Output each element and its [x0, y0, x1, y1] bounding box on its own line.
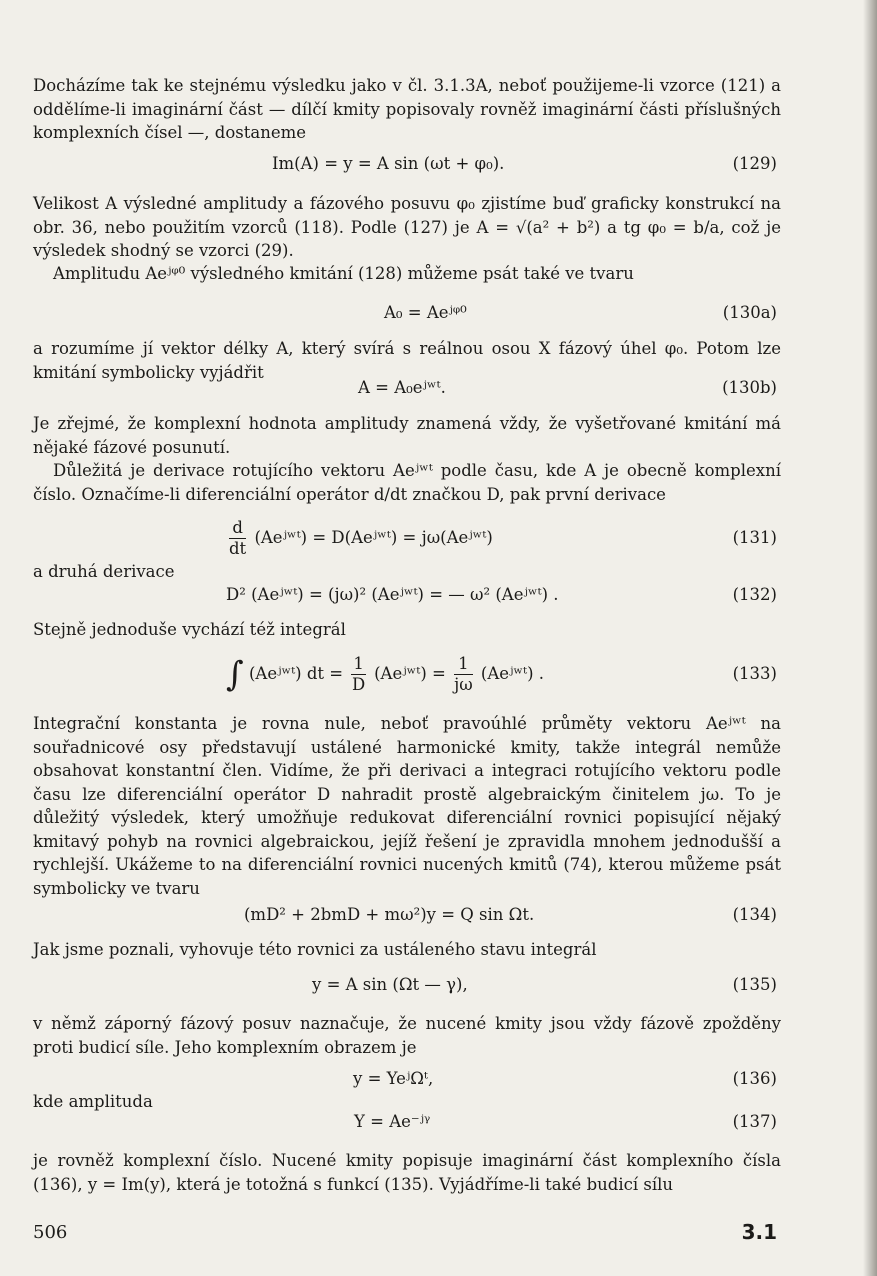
- equation-131: [0, 510, 877, 566]
- equation-number: (133): [732, 664, 777, 683]
- equation-body: D² (Aeʲʷᵗ) = (jω)² (Aeʲʷᵗ) = — ω² (Aeʲʷᵗ) .: [226, 585, 559, 604]
- equation-body: Im(A) = y = A sin (ωt + φ₀).: [272, 154, 505, 173]
- equation-body: (Aeʲʷᵗ) = D(Aeʲʷᵗ) = jω(Aeʲʷᵗ): [254, 528, 493, 547]
- paragraph: je rovněž komplexní číslo. Nucené kmity popisuje imaginární část komplexního čísla (136), y = Im(y), která je totožná s funkcí (135). Vyjádříme-li také budicí sílu: [33, 1151, 781, 1194]
- paragraph: Velikost A výsledné amplitudy a fázového posuvu φ₀ zjistíme buď graficky konstrukcí na obr. 36, nebo použitím vzorců (118). Podle (127) je A = √(a² + b²) a tg φ₀ = b/a, což je výsledek shodný se vzorci (29).: [33, 194, 781, 260]
- equation-body: (mD² + 2bmD + mω²)y = Q sin Ωt.: [244, 905, 535, 924]
- paragraph: a druhá derivace: [33, 562, 175, 581]
- equation-number: (131): [732, 528, 777, 547]
- equation-body: Y = Ae⁻ʲᵞ: [354, 1112, 431, 1131]
- equation-body: y = A sin (Ωt — γ),: [312, 975, 468, 994]
- equation-number: (132): [732, 585, 777, 604]
- paragraph: Důležitá je derivace rotujícího vektoru Aeʲʷᵗ podle času, kde A je obecně komplexní číslo. Označíme-li diferenciální operátor d/dt značkou D, pak první derivace: [33, 461, 781, 504]
- fraction-1-jw: $\frac{1}{j\omega}$: [454, 654, 473, 694]
- paragraph: Integrační konstanta je rovna nule, neboť pravoúhlé průměty vektoru Aeʲʷᵗ na souřadnicové osy představují ustálené harmonické kmity, takže integrál nemůže obsahovat konstantní člen. Vidíme, že při derivaci a integraci rotujícího vektoru podle času lze diferenciální operátor D nahradit prostě algebraickým činitelem jω. To je důležitý výsledek, který umožňuje redukovat diferenciální rovnici popisující nějaký kmitavý pohyb na rovnici algebraickou, jejíž řešení je zpravidla mnohem jednodušší a rychlejší. Ukážeme to na diferenciální rovnici nucených kmitů (74), kterou můžeme psát symbolicky ve tvaru: [33, 714, 781, 898]
- equation-number: (130a): [722, 303, 777, 322]
- paragraph: Amplitudu Aeʲᵠ⁰ výsledného kmitání (128) můžeme psát také ve tvaru: [53, 264, 634, 283]
- paragraph: Docházíme tak ke stejnému výsledku jako v čl. 3.1.3A, neboť použijeme-li vzorce (121) a oddělíme-li imaginární část — dílčí kmity popisovaly rovněž imaginární části příslušných komplexních čísel —, dostaneme: [33, 76, 781, 142]
- equation-body: A₀ = Aeʲᵠ⁰: [384, 303, 467, 322]
- paragraph: Jak jsme poznali, vyhovuje této rovnici za ustáleného stavu integrál: [33, 940, 597, 959]
- equation-130b: [0, 373, 877, 403]
- equation-number: (130b): [722, 378, 777, 397]
- paragraph: a rozumíme jí vektor délky A, který svírá s reálnou osou X fázový úhel φ₀. Potom lze kmitání symbolicky vyjádřit: [33, 339, 781, 382]
- equation-129: [0, 149, 877, 179]
- equation-130a: [0, 298, 877, 328]
- page-number: 506: [33, 1222, 68, 1243]
- equation-133: ∫ (Aeʲʷᵗ) dt = $\frac{1}{D}$ (Aeʲʷᵗ) = $\frac{1}{j\omega}$ (Aeʲʷᵗ) . (133): [0, 646, 877, 702]
- paragraph: v němž záporný fázový posuv naznačuje, že nucené kmity jsou vždy fázově zpožděny proti budicí síle. Jeho komplexním obrazem je: [33, 1014, 781, 1057]
- equation-132: [0, 580, 877, 610]
- section-marker: 3.1: [741, 1220, 777, 1244]
- paragraph: Je zřejmé, že komplexní hodnota amplitudy znamená vždy, že vyšetřované kmitání má nějaké fázové posunutí.: [33, 414, 781, 457]
- equation-number: (135): [732, 975, 777, 994]
- paragraph: Stejně jednoduše vychází též integrál: [33, 620, 346, 639]
- fraction-1-D: $\frac{1}{D}$: [352, 654, 366, 694]
- integral-sign: ∫: [226, 654, 244, 695]
- equation-number: (137): [732, 1112, 777, 1131]
- equation-134: [0, 900, 877, 930]
- equation-body: y = YeʲΩᵗ,: [353, 1069, 434, 1088]
- equation-number: (136): [732, 1069, 777, 1088]
- equation-body: A = A₀eʲʷᵗ.: [358, 378, 446, 397]
- equation-137: [0, 1107, 877, 1137]
- fraction-d-dt: $\frac{d}{dt}$: [229, 518, 247, 558]
- page-edge-shadow: [863, 0, 877, 1276]
- paragraph: kde amplituda: [33, 1092, 153, 1111]
- equation-number: (134): [732, 905, 777, 924]
- equation-number: (129): [732, 154, 777, 173]
- equation-135: [0, 970, 877, 1000]
